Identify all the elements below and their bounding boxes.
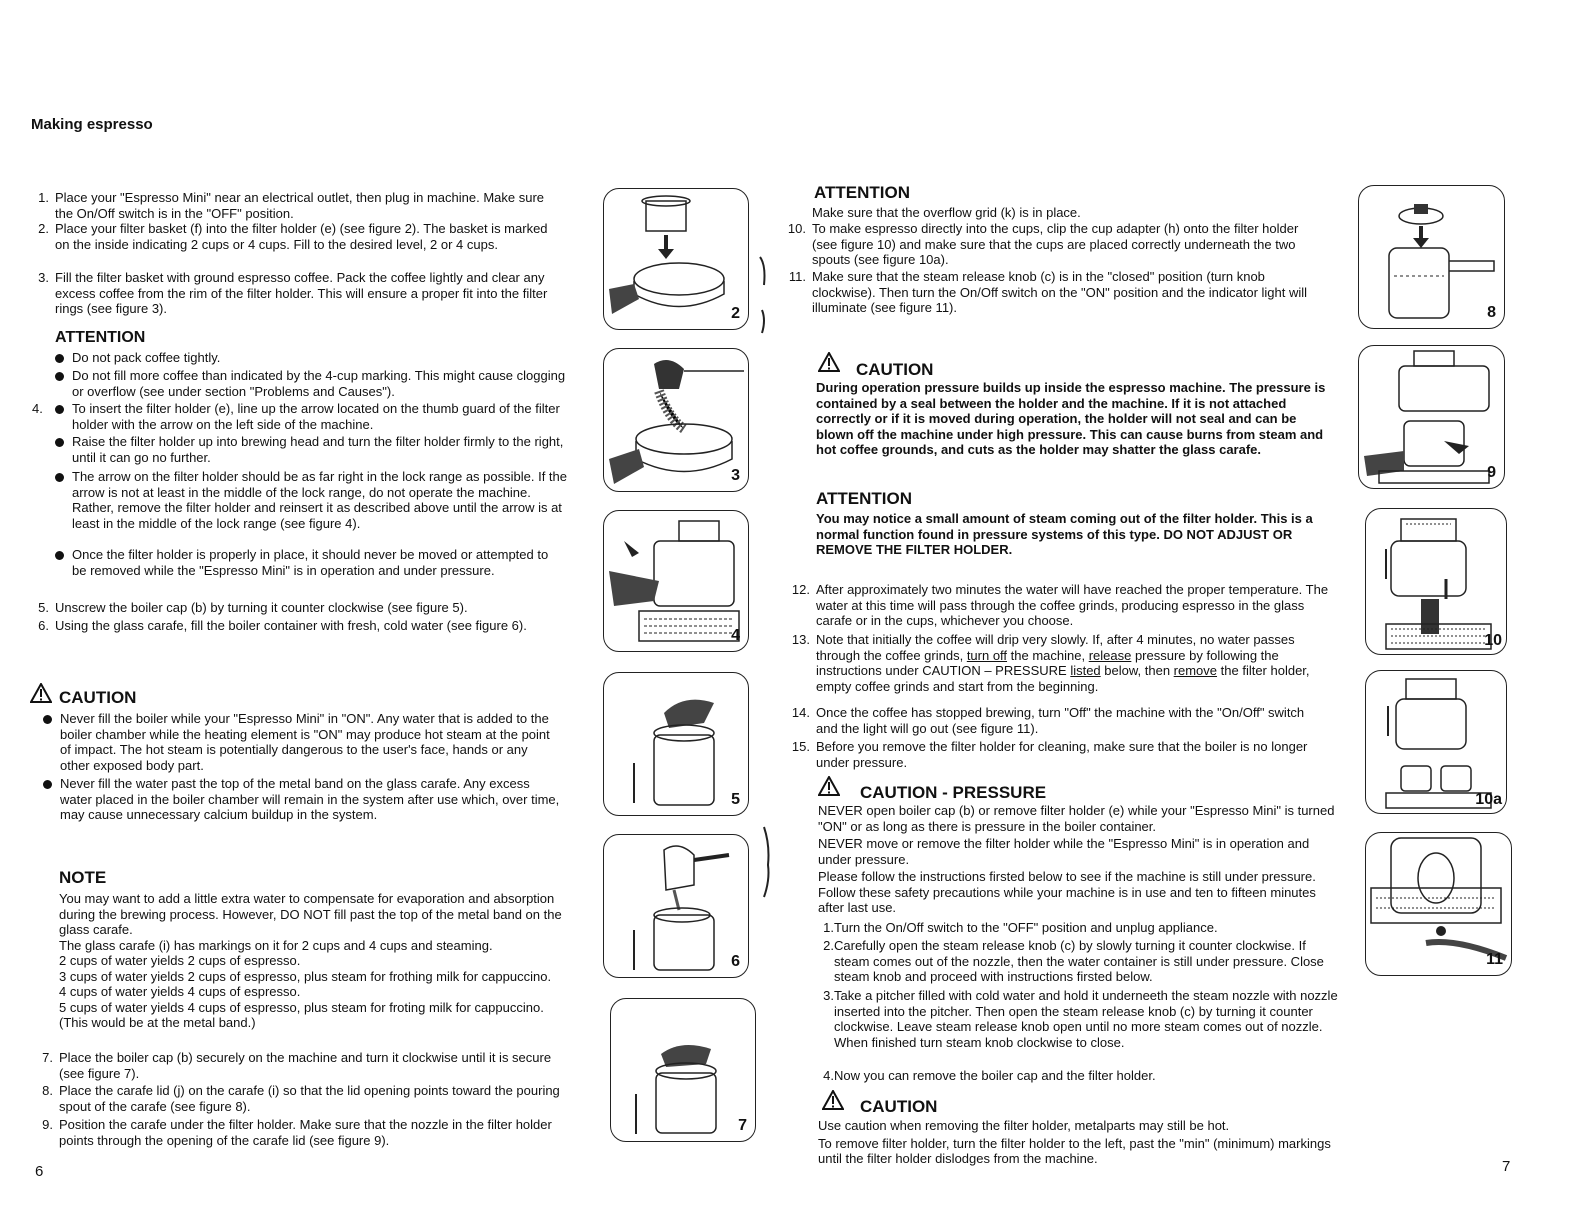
figure-11 (1365, 832, 1512, 976)
figure-2 (603, 188, 749, 330)
caution-body (818, 1118, 1338, 1167)
page-number-left: 6 (35, 1163, 44, 1180)
figure-label: 9 (1487, 464, 1496, 481)
attention-text: You may notice a small amount of steam coming out of the filter holder. This is a normal function found in pressure systems of this type. DO NOT ADJUST OR REMOVE THE FILTER HOLDER. (816, 511, 1313, 557)
list-item: 10. To make espresso directly into the cups, clip the cup adapter (h) onto the filter holder (see figure 10) and make sure that the cups are placed correctly underneath the two spouts (see figure 10a). (787, 221, 1299, 267)
list-item: 9. Position the carafe under the filter holder. Make sure that the nozzle in the filter holder points through the opening of the carafe lid (see figure 9). (42, 1117, 552, 1148)
list-item: Do not pack coffee tightly. (72, 350, 572, 366)
figure-label: 10a (1475, 791, 1502, 808)
note-line: 3 cups of water yields 2 cups of espresso, plus steam for frothing milk for cappuccino. (59, 968, 552, 984)
list-item: 3. Take a pitcher filled with cold water and hold it underneeth the steam nozzle with nozzle inserted into the pitcher. Then open the steam release knob (c) by turning it counter clockwise. Leave steam release knob open until no more steam comes out of nozzle. When finished turn steam knob clockwise to close. (823, 988, 1338, 1050)
list-item: Do not fill more coffee than indicated by the 4-cup marking. This might cause clogging or overflow (see under section "Problems and Causes"). (72, 368, 567, 399)
paragraph: To remove filter holder, turn the filter holder to the left, past the "min" (minimum) markings until the filter holder dislodges from the machine. (818, 1135, 1331, 1166)
note-line: 2 cups of water yields 2 cups of espresso. (59, 953, 301, 968)
list-item: 4. To insert the filter holder (e), line up the arrow located on the thumb guard of the filter holder with the arrow on the left side of the machine. (32, 401, 560, 432)
list-item: 6. Using the glass carafe, fill the boiler container with fresh, cold water (see figure 6). (38, 618, 527, 633)
figure-label: 7 (738, 1117, 747, 1134)
list-item: Never fill the boiler while your "Espresso Mini" in "ON". Any water that is added to the boiler chamber while the heating element is "ON" may produce hot steam at the point of impact. The hot steam is potentially dangerous to the user's face, hands or any other exposed body part. (60, 711, 550, 773)
attention-heading: ATTENTION (816, 489, 913, 508)
note-heading: NOTE (59, 868, 107, 887)
attention-heading: ATTENTION (814, 183, 911, 202)
figure-label: 6 (731, 953, 740, 970)
note-paragraph: The glass carafe (i) has markings on it for 2 cups and 4 cups and steaming. (59, 937, 493, 953)
filter-basket-illustration (604, 189, 748, 329)
list-item: 2. Carefully open the steam release knob (c) by slowly turning it counter clockwise. If steam comes out of the nozzle, then the water container is still under pressure. Close steam knob and proceed with instructions firsted below. (823, 938, 1324, 984)
figure-10a (1365, 670, 1507, 814)
paragraph: Please follow the instructions firsted below to see if the machine is still under pressure. Follow these safety precautions while your machine is in use and ten to fifteen minutes after last use. (818, 869, 1316, 915)
page-number-right: 7 (1502, 1158, 1511, 1175)
note-line: 5 cups of water yields 4 cups of espresso, plus steam for froting milk for cappuccino. (This would be at the metal band.) (59, 999, 544, 1030)
list-item: 8. Place the carafe lid (j) on the carafe (i) so that the lid opening points toward the pouring spout of the carafe (see figure 8). (42, 1083, 560, 1114)
list-item: 14. Once the coffee has stopped brewing, turn "Off" the machine with the "On/Off" switch and the light will go out (see figure 11). (791, 705, 1305, 736)
figure-label: 8 (1487, 304, 1496, 321)
caution-heading: CAUTION (59, 688, 137, 707)
filling-water-illustration (604, 835, 748, 977)
caution-text: During operation pressure builds up inside the espresso machine. The pressure is contained by a seal between the holder and the machine. If it is not attached correctly or if it is moved during operation, the holder will not seal and can be blown off the machine under high pressure. This can cause burns from steam and hot coffee grounds, and cuts as the holder may shatter the glass carafe. (816, 380, 1326, 457)
figure-8 (1358, 185, 1505, 329)
caution-heading: CAUTION (856, 360, 934, 379)
figure-9 (1358, 345, 1505, 489)
caution-pressure-heading: CAUTION - PRESSURE (860, 783, 1047, 802)
list-item: 7. Place the boiler cap (b) securely on the machine and turn it clockwise until it is secure (see figure 7). (42, 1050, 552, 1081)
list-item: 11. Make sure that the steam release knob (c) is in the "closed" position (turn knob clockwise). Then turn the On/Off switch on the "ON" position and the indicator light will illuminate (see figure 11). (788, 269, 1308, 315)
paragraph: Use caution when removing the filter holder, metalparts may still be hot. (818, 1118, 1230, 1133)
list-item: 15. Before you remove the filter holder for cleaning, make sure that the boiler is no longer under pressure. (791, 739, 1308, 770)
paragraph: NEVER move or remove the filter holder while the "Espresso Mini" is in operation and under pressure. (818, 836, 1310, 867)
list-item: 4. Now you can remove the boiler cap and the filter holder. (823, 1068, 1156, 1083)
caution-heading: CAUTION (860, 1097, 938, 1116)
list-item: 1. Place your "Espresso Mini" near an electrical outlet, then plug in machine. Make sure the On/Off switch is in the "OFF" position. (38, 190, 545, 221)
list-item: 13. Note that initially the coffee will drip very slowly. If, after 4 minutes, no water passes through the coffee grinds, turn off the machine, release pressure by following the instructions under CAUTION – PRESSURE listed below, then remove the filter holder, empty coffee grinds and start from the beginning. (791, 632, 1310, 694)
list-item: Never fill the water past the top of the metal band on the glass carafe. Any excess water placed in the boiler chamber will remain in the system after use which, over time, may cause unnecessary calcium buildup in the system. (60, 776, 560, 823)
list-item: 3. Fill the filter basket with ground espresso coffee. Pack the coffee lightly and clear any excess coffee from the rim of the filter holder. This will ensure a proper fit into the filter rings (see figure 3). (38, 270, 548, 316)
figure-7 (610, 998, 756, 1142)
figure-4 (603, 510, 749, 652)
figure-label: 11 (1486, 951, 1503, 968)
coffee-filling-illustration (604, 349, 748, 491)
figure-label: 3 (731, 467, 740, 484)
list-item: The arrow on the filter holder should be as far right in the lock range as possible. If the arrow is not at least in the middle of the lock range, do not operate the machine. Rather, remove the filter holder and reinsert it as described above until the arrow is at least in the middle of the lock range (see figure 4). (72, 469, 570, 531)
warning-icon (818, 776, 840, 796)
figure-label: 4 (731, 627, 740, 644)
carafe-lid-illustration (1359, 186, 1504, 328)
boiler-cap-illustration (604, 673, 748, 815)
closing-cap-illustration (611, 999, 755, 1141)
carafe-position-illustration (1359, 346, 1504, 488)
note-body (59, 891, 574, 1031)
warning-icon (818, 352, 840, 372)
warning-icon (822, 1090, 844, 1110)
section-title: Making espresso (31, 116, 153, 133)
list-item: Raise the filter holder up into brewing head and turn the filter holder firmly to the right, until it can go no further. (72, 434, 572, 465)
figure-10 (1365, 508, 1507, 655)
caution-pressure-body (818, 803, 1340, 916)
figure-label: 10 (1484, 632, 1502, 649)
figure-3 (603, 348, 749, 492)
list-item: 1. Turn the On/Off switch to the "OFF" position and unplug appliance. (823, 920, 1218, 935)
paragraph: NEVER open boiler cap (b) or remove filter holder (e) while your "Espresso Mini" is turned "ON" or as long as there is pressure in the boiler container. (818, 803, 1335, 834)
figure-label: 2 (731, 305, 740, 322)
figure-label: 5 (731, 791, 740, 808)
warning-icon (30, 683, 52, 703)
figure-6 (603, 834, 749, 978)
note-line: 4 cups of water yields 4 cups of espresso. (59, 984, 301, 999)
note-paragraph: You may want to add a little extra water to compensate for evaporation and absorption during the brewing process. However, DO NOT fill past the top of the metal band on the glass carafe. (59, 891, 562, 937)
attention-text: Make sure that the overflow grid (k) is in place. (812, 205, 1081, 220)
machine-insert-illustration (604, 511, 748, 651)
margin-bracket (756, 255, 770, 335)
list-item: Once the filter holder is properly in place, it should never be moved or attempted to be removed while the "Espresso Mini" is in operation and under pressure. (72, 547, 557, 578)
margin-bracket (760, 825, 774, 900)
list-item: 2. Place your filter basket (f) into the filter holder (e) (see figure 2). The basket is marked on the inside indicating 2 cups or 4 cups. Fill to the desired level, 2 or 4 cups. (38, 221, 548, 252)
attention-heading: ATTENTION (55, 329, 146, 346)
list-item: 12. After approximately two minutes the water will have reached the proper temperature. The water at this time will pass through the coffee grinds, producing espresso in the glass carafe or in the cups, whichever you choose. (791, 582, 1329, 628)
figure-5 (603, 672, 749, 816)
list-item: 5. Unscrew the boiler cap (b) by turning it counter clockwise (see figure 5). (38, 600, 468, 615)
